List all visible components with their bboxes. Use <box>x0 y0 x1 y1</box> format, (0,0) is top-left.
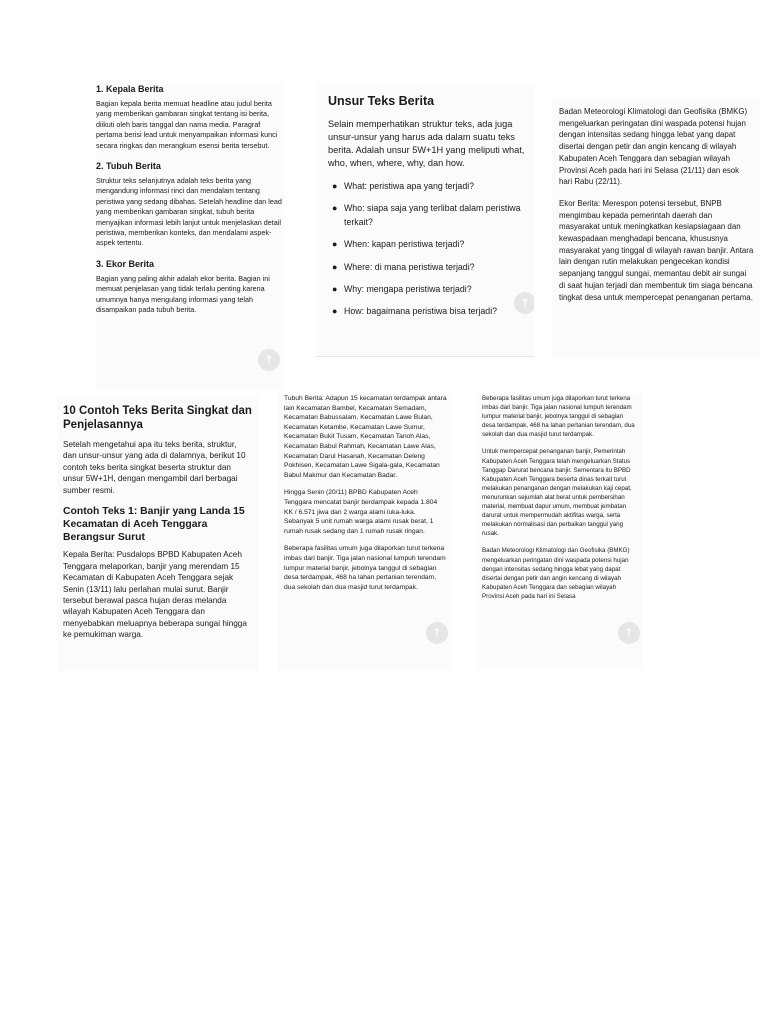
paragraph: Badan Meteorologi Klimatologi dan Geofisika (BMKG) mengeluarkan peringatan dini waspada potensi hujan dengan intensitas sedang hingga lebat yang dapat disertai dengan petir dan angin kencang di wilayah Kabupaten Aceh Tenggara dan sebagian wilayah Provinsi Aceh pada hari ini Selasa (21/11) dan esok hari Rabu (22/11). <box>559 107 748 187</box>
list-item <box>332 261 532 274</box>
section-heading: 3. Ekor Berita <box>96 258 155 269</box>
scroll-top-button[interactable] <box>514 292 534 314</box>
list-item-text: Where: di mana peristiwa terjadi? <box>344 261 475 272</box>
element-list <box>332 180 534 319</box>
paragraph: Untuk mempercepat penanganan banjir, Pemerintah Kabupaten Aceh Tenggara telah mengeluarkan Status Tanggap Darurat bencana banjir. Sementara itu BPBD Kabupaten Aceh Tenggara beserta dinas terkait turut melakukan penanganan dengan melakukan kaji cepat, menurunkan sejumlah alat berat untuk pembersihan material, membuat dapur umum, membuat jembatan darurat untuk mempermudah aktifitas warga, serta melakukan normalisasi dan perbaikan tanggul yang rusak. <box>482 448 632 538</box>
arrow-up-icon: ↑ <box>431 626 443 640</box>
list-item-text: When: kapan peristiwa terjadi? <box>344 239 465 250</box>
arrow-up-icon: ↑ <box>623 626 635 640</box>
example-title: Contoh Teks 1: Banjir yang Landa 15 Kecamatan di Aceh Tenggara Berangsur Surut <box>63 506 245 543</box>
section-body: Struktur teks selanjutnya adalah teks berita yang mengandung informasi rinci dan mendalam tentang peristiwa yang sedang dibahas. Setelah headline dan lead yang memberikan gambaran singkat, tubuh berita menyajikan informasi lebih lanjut untuk menjelaskan detail peristiwa, memberikan konteks, dan mendalami aspek-aspek tertentu. <box>96 176 282 248</box>
section-body: Bagian kepala berita memuat headline atau judul berita yang memberikan gambaran singkat tentang isi berita, diikuti oleh baris tanggal dan nama media. Paragraf pertama berisi lead untuk menyampaikan informasi kunci secara ringkas dan merangkum esensi berita tersebut. <box>96 99 278 150</box>
panel-title: Unsur Teks Berita <box>328 94 435 108</box>
list-item <box>332 238 532 251</box>
bullet-dot-icon: ● <box>332 203 338 214</box>
section-body: Bagian yang paling akhir adalah ekor berita. Bagian ini memuat penjelasan yang tidak terlalu penting karena umumnya hanya mengulang informasi yang telah disampaikan pada tubuh berita. <box>96 273 270 315</box>
scroll-top-button[interactable] <box>618 622 640 644</box>
examples-panel <box>58 396 258 670</box>
list-item <box>332 202 532 229</box>
paragraph: Beberapa fasilitas umum juga dilaporkan turut terkena imbas dari banjir. Tiga jalan nasional lumpuh terendam lumpur material banjir, jebolnya tanggul di sebagian desa terdampak, 468 ha lahan pertanian terendam, dua sekolah dan dua masjid turut terdampak. <box>284 545 446 591</box>
panel-intro: Selain memperhatikan struktur teks, ada juga unsur-unsur yang harus ada dalam suatu teks berita. Adalah unsur 5W+1H yang meliputi what, who, when, where, why, dan how. <box>328 119 525 168</box>
paragraph: Hingga Senin (20/11) BPBD Kabupaten Aceh Tenggara mencatat banjir berdampak kepada 1.804 KK / 6.571 jiwa dan 2 warga alami luka-luka. Sebanyak 5 unit rumah warga alami rusak berat, 1 rumah rusak sedang dan 1 rumah rusak ringan. <box>284 489 438 535</box>
panel-intro: Setelah mengetahui apa itu teks berita, struktur, dan unsur-unsur yang ada di dalamnya, berikut 10 contoh teks berita singkat beserta struktur dan unsur 5W+1H, dengan mengambil dari berbagai sumber resmi. <box>63 440 246 495</box>
bullet-dot-icon: ● <box>332 261 338 272</box>
bullet-dot-icon: ● <box>332 239 338 250</box>
elements-panel <box>316 84 534 357</box>
news-tail-panel <box>552 98 760 358</box>
panel-title: 10 Contoh Teks Berita Singkat dan Penjelasannya <box>63 405 252 431</box>
list-item-text: Why: mengapa peristiwa terjadi? <box>344 284 472 295</box>
scroll-top-button[interactable] <box>426 622 448 644</box>
bullet-dot-icon: ● <box>332 306 338 317</box>
list-item <box>332 305 532 318</box>
list-item-text: How: bagaimana peristiwa bisa terjadi? <box>344 306 498 317</box>
news-continuation-panel <box>476 394 642 668</box>
scroll-top-button[interactable] <box>258 349 280 371</box>
bullet-dot-icon: ● <box>332 284 338 295</box>
structure-panel <box>96 84 284 390</box>
section-heading: 1. Kepala Berita <box>96 84 164 94</box>
paragraph: Beberapa fasilitas umum juga dilaporkan turut terkena imbas dari banjir. Tiga jalan nasional lumpuh terendam lumpur material banjir, jebolnya tanggul di sebagian desa terdampak, 468 ha lahan pertanian terendam, dua sekolah dan dua masjid turut terdampak. <box>482 395 635 439</box>
paragraph: Tubuh Berita: Adapun 15 kecamatan terdampak antara lain Kecamatan Bambel, Kecamatan Semadam, Kecamatan Babussalam, Kecamatan Lawe Bulan, Kecamatan Ketambe, Kecamatan Lawe Sumur, Kecamatan Bukit Tusam, Kecamatan Tanoh Alas, Kecamatan Babul Rahmah, Kecamatan Lawe Alas, Kecamatan Darul Hasanah, Kecamatan Deleng Pokhisen, Kecamatan Lawe Sigala-gala, Kecamatan Babul Makmur dan Kecamatan Badar. <box>284 395 447 479</box>
example-body: Kepala Berita: Pusdalops BPBD Kabupaten Aceh Tenggara melaporkan, banjir yang merendam 15 Kecamatan di Kabupaten Aceh Tenggara sejak Senin (13/11) lalu perlahan mulai surut. Banjir tersebut berawal pasca hujan deras melanda wilayah Kabupaten Aceh Tenggara dan menyebabkan meluapnya beberapa sungai hingga ke pemukiman warga. <box>63 550 247 640</box>
arrow-up-icon: ↑ <box>263 353 275 367</box>
list-item-text: What: peristiwa apa yang terjadi? <box>344 181 475 191</box>
section-heading: 2. Tubuh Berita <box>96 161 161 172</box>
list-item <box>332 180 532 193</box>
arrow-up-icon: ↑ <box>519 296 531 310</box>
bullet-dot-icon: ● <box>332 181 338 191</box>
list-item <box>332 283 532 296</box>
paragraph: Badan Meteorologi Klimatologi dan Geofisika (BMKG) mengeluarkan peringatan dini waspada potensi hujan dengan intensitas sedang hingga lebat yang dapat disertai dengan petir dan angin kencang di wilayah Kabupaten Aceh Tenggara dan sebagian wilayah Provinsi Aceh pada hari ini Selasa <box>482 547 630 600</box>
paragraph: Ekor Berita: Merespon potensi tersebut, BNPB mengimbau kepada pemerintah daerah dan masyarakat untuk meningkatkan kesiapsiagaan dan kewaspadaan menghadapi bencana, khususnya masyarakat yang tinggal di wilayah rawan banjir. Antara lain dengan rutin melakukan pengecekan kondisi sepanjang tanggul sungai, memantau debit air sungai di saat hujan terjadi dan membentuk tim siaga bencana tingkat desa untuk mempercepat penanganan pertama. <box>559 198 754 302</box>
list-item-text: Who: siapa saja yang terlibat dalam peristiwa terkait? <box>344 203 521 227</box>
news-body-panel <box>278 394 451 670</box>
